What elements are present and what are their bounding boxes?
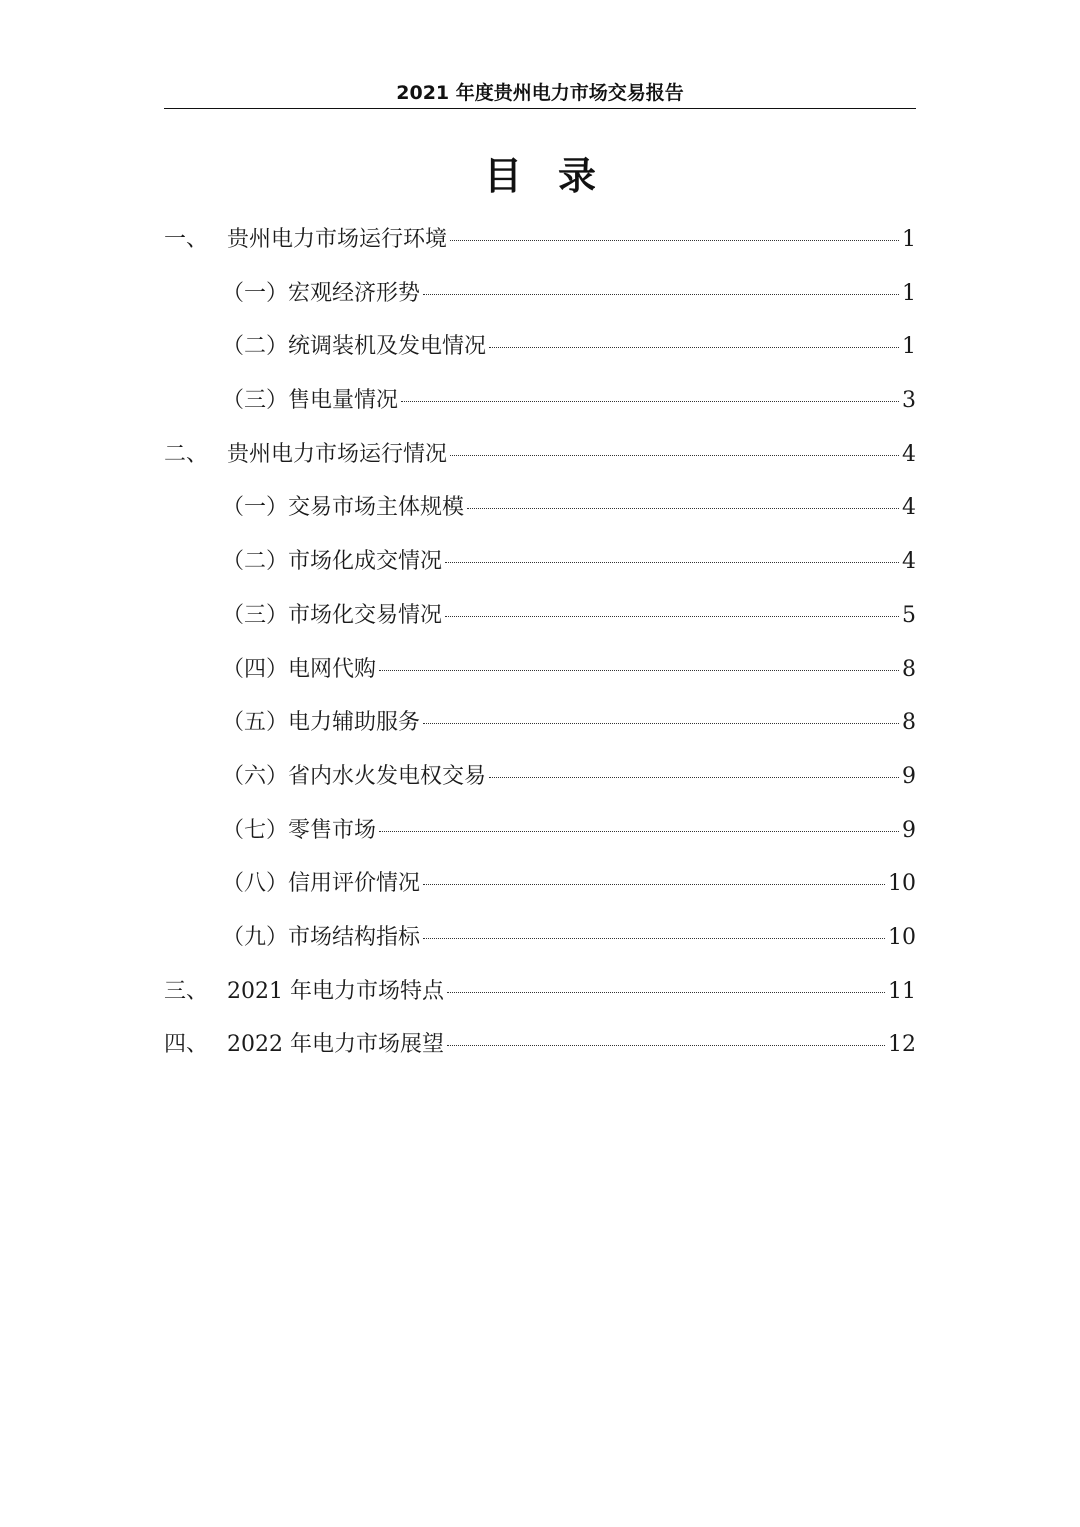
toc-entry-number: （一） [222,495,289,521]
toc-entry[interactable] [164,213,916,267]
toc-entry-text: 市场结构指标 [288,924,421,950]
page-header: 2021 年度贵州电力市场交易报告 [396,82,684,104]
toc-dot-leader [489,777,899,778]
toc-entry-number: 三、 [164,978,209,1004]
toc-dot-leader [450,240,899,241]
toc-entry-page: 8 [902,710,916,736]
toc-entry-number: （四） [222,656,289,682]
toc-entry-text: 信用评价情况 [288,871,421,897]
toc-entry-number: （三） [222,602,289,628]
toc-entry-text: 省内水火发电权交易 [288,763,487,789]
toc-entry-number: （二） [222,549,289,575]
toc-entry-number: （一） [222,280,289,306]
toc-entry-page: 10 [888,924,916,950]
toc-dot-leader [423,723,899,724]
toc-entry-number: 四、 [164,1032,209,1058]
toc-entry-page: 5 [902,602,916,628]
header-rule [164,108,916,109]
toc-dot-leader [489,347,899,348]
toc-entry-text: 售电量情况 [288,388,399,414]
table-of-contents [164,213,916,1072]
toc-entry-page: 11 [888,978,916,1004]
toc-entry-number: （九） [222,924,289,950]
toc-entry-number: （二） [222,334,289,360]
toc-dot-leader [423,938,885,939]
toc-dot-leader [467,508,899,509]
toc-entry-text: 市场化成交情况 [288,549,443,575]
toc-entry-page: 9 [902,817,916,843]
toc-entry-page: 4 [902,495,916,521]
toc-entry-page: 3 [902,388,916,414]
toc-dot-leader [445,616,899,617]
toc-entry-number: 二、 [164,441,209,467]
toc-entry[interactable] [164,374,916,428]
toc-entry-page: 1 [902,280,916,306]
toc-entry[interactable] [164,965,916,1019]
toc-entry-number: （八） [222,871,289,897]
toc-entry-page: 4 [902,441,916,467]
toc-entry[interactable] [164,535,916,589]
toc-dot-leader [445,562,899,563]
toc-entry-text: 贵州电力市场运行环境 [227,227,448,252]
toc-entry-page: 1 [902,334,916,360]
toc-entry-text: 2021 年电力市场特点 [227,978,444,1004]
toc-dot-leader [423,884,885,885]
toc-dot-leader [379,831,899,832]
toc-entry[interactable] [164,1018,916,1072]
toc-dot-leader [447,1045,885,1046]
toc-entry[interactable] [164,911,916,965]
toc-dot-leader [379,670,899,671]
toc-entry-page: 10 [888,871,916,897]
toc-title: 目录 [483,154,632,198]
toc-entry[interactable] [164,481,916,535]
toc-entry[interactable] [164,589,916,643]
toc-dot-leader [447,992,885,993]
toc-entry-text: 2022 年电力市场展望 [227,1032,444,1058]
toc-entry[interactable] [164,857,916,911]
toc-dot-leader [401,401,899,402]
toc-entry-text: 宏观经济形势 [288,280,421,306]
toc-entry[interactable] [164,428,916,482]
toc-entry-text: 统调装机及发电情况 [288,334,487,360]
toc-entry-page: 12 [888,1032,916,1058]
toc-entry-text: 交易市场主体规模 [288,495,465,521]
toc-entry-text: 贵州电力市场运行情况 [227,441,448,467]
toc-dot-leader [423,294,899,295]
toc-entry-number: （五） [222,710,289,736]
toc-entry-number: 一、 [164,227,209,252]
toc-entry-text: 电网代购 [288,656,377,682]
toc-entry-text: 市场化交易情况 [288,602,443,628]
toc-entry[interactable] [164,750,916,804]
toc-entry-number: （三） [222,388,289,414]
toc-entry-page: 4 [902,549,916,575]
toc-entry-number: （六） [222,763,289,789]
toc-entry-page: 9 [902,763,916,789]
toc-entry[interactable] [164,320,916,374]
toc-entry-text: 零售市场 [288,817,377,843]
toc-entry-number: （七） [222,817,289,843]
toc-entry[interactable] [164,267,916,321]
toc-dot-leader [450,455,899,456]
toc-entry[interactable] [164,804,916,858]
toc-entry-page: 1 [902,227,916,252]
toc-entry-text: 电力辅助服务 [288,710,421,736]
toc-entry[interactable] [164,696,916,750]
toc-entry-page: 8 [902,656,916,682]
toc-entry[interactable] [164,643,916,697]
